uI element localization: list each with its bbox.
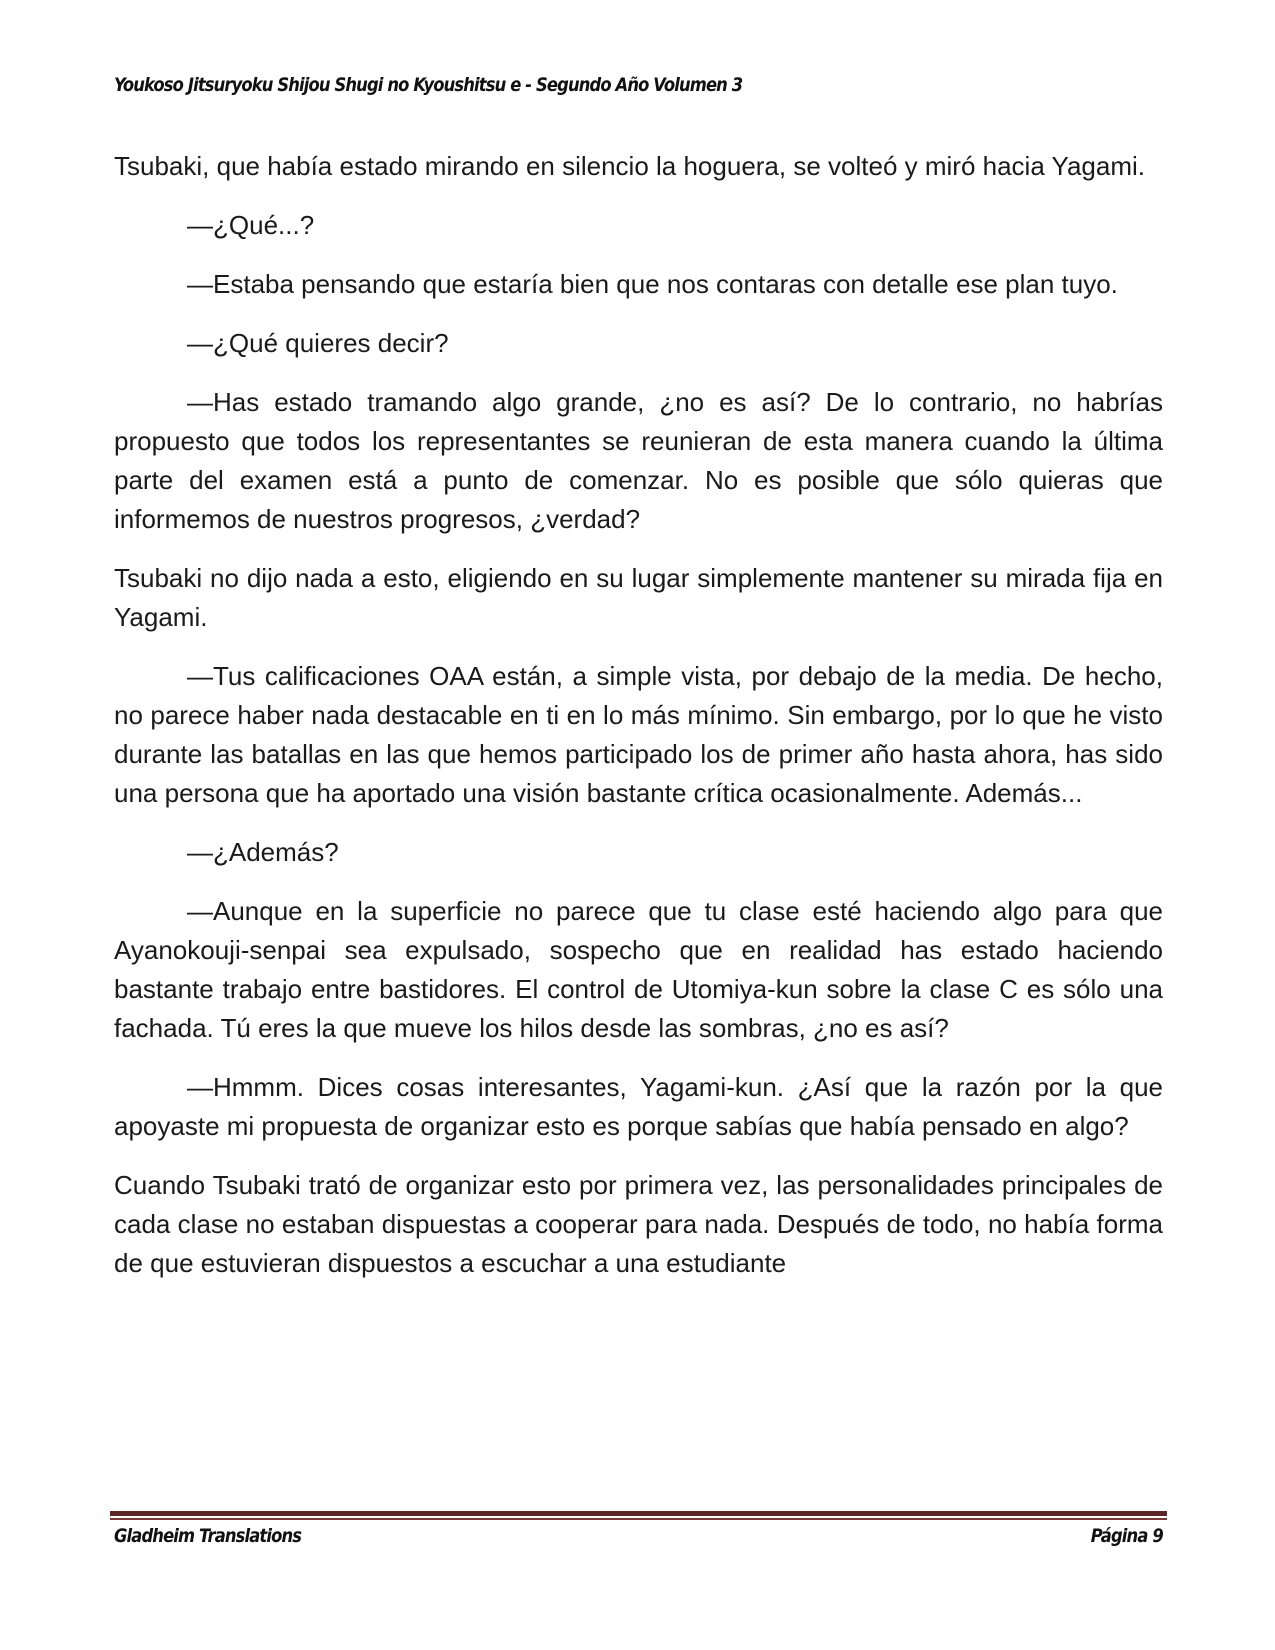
page-body [114,147,1163,1303]
paragraph: Tsubaki no dijo nada a esto, eligiendo en su lugar simplemente mantener su mirada fija en Yagami. [114,563,1163,632]
paragraph: —¿Qué...? [187,210,315,240]
paragraph: —Tus calificaciones OAA están, a simple vista, por debajo de la media. De hecho, no parece haber nada destacable en ti en lo más mínimo. Sin embargo, por lo que he visto durante las batallas en las que hemos participado los de primer año hasta ahora, has sido una persona que ha aportado una visión bastante crítica ocasionalmente. Además... [114,661,1163,808]
paragraph: —Has estado tramando algo grande, ¿no es así? De lo contrario, no habrías propuesto que todos los representantes se reunieran de esta manera cuando la última parte del examen está a punto de comenzar. No es posible que sólo quieras que informemos de nuestros progresos, ¿verdad? [114,387,1163,534]
footer-rule-thin [110,1518,1167,1520]
footer-rule [110,1511,1167,1516]
paragraph: —Estaba pensando que estaría bien que nos contaras con detalle ese plan tuyo. [187,269,1118,299]
paragraph: —¿Qué quieres decir? [187,328,449,358]
paragraph: —Aunque en la superficie no parece que tu clase esté haciendo algo para que Ayanokouji-senpai sea expulsado, sospecho que en realidad has estado haciendo bastante trabajo entre bastidores. El control de Utomiya-kun sobre la clase C es sólo una fachada. Tú eres la que mueve los hilos desde las sombras, ¿no es así? [114,896,1163,1043]
page-number: Página 9 [1090,1525,1163,1547]
paragraph: Tsubaki, que había estado mirando en silencio la hoguera, se volteó y miró hacia Yagami. [114,151,1145,181]
running-header: Youkoso Jitsuryoku Shijou Shugi no Kyoushitsu e - Segundo Año Volumen 3 [114,74,743,96]
paragraph: —Hmmm. Dices cosas interesantes, Yagami-kun. ¿Así que la razón por la que apoyaste mi propuesta de organizar esto es porque sabías que había pensado en algo? [114,1072,1163,1141]
footer-credit: Gladheim Translations [114,1525,302,1547]
paragraph: —¿Además? [187,837,339,867]
paragraph: Cuando Tsubaki trató de organizar esto por primera vez, las personalidades principales de cada clase no estaban dispuestas a cooperar para nada. Después de todo, no había forma de que estuvieran dispuestos a escuchar a una estudiante [114,1170,1163,1278]
